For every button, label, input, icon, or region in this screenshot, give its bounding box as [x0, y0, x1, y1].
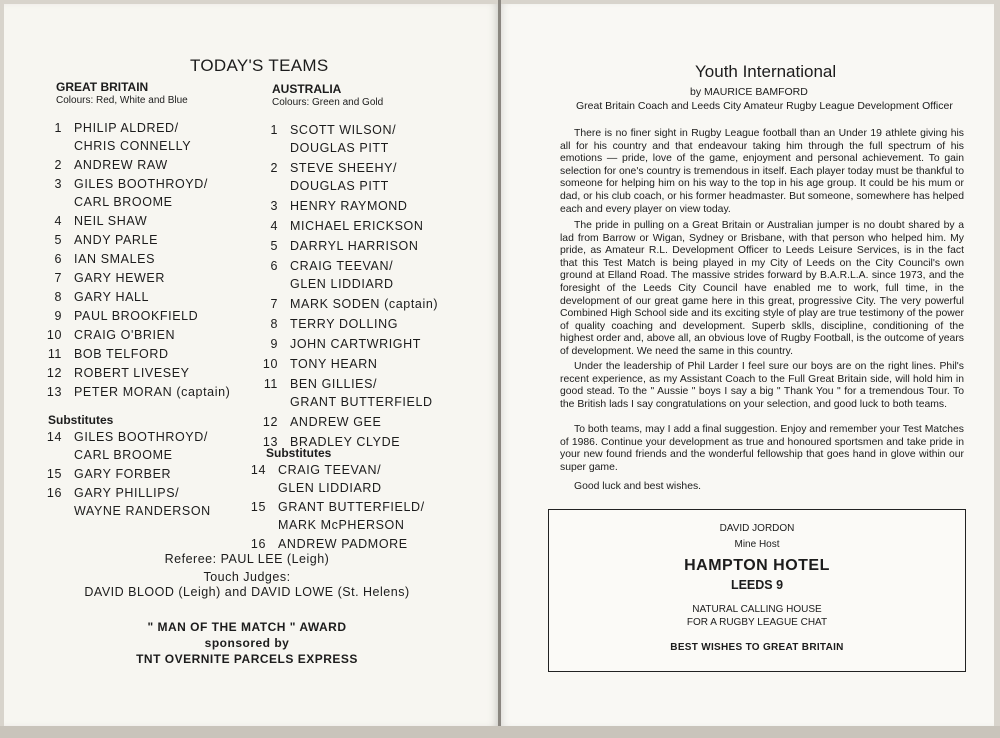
player-name-block [290, 295, 438, 313]
player-entry [256, 413, 381, 431]
player-name: GARY HALL [74, 290, 150, 304]
player-alternate-name: CARL BROOME [74, 448, 173, 462]
player-name: TONY HEARN [290, 357, 378, 371]
player-name-block [74, 484, 211, 520]
player-alternate-name: DOUGLAS PITT [290, 141, 389, 155]
player-name: ANDREW RAW [74, 158, 168, 172]
player-number: 6 [54, 252, 62, 266]
player-entry [40, 212, 147, 230]
player-name-block [74, 288, 149, 306]
player-name-block [290, 257, 394, 293]
player-number: 4 [270, 219, 278, 233]
player-name-block [74, 465, 171, 483]
gb-substitutes-heading: Substitutes [48, 413, 114, 427]
player-name: ROBERT LIVESEY [74, 366, 190, 380]
advert-hotel-city: LEEDS 9 [730, 578, 784, 592]
player-number: 3 [270, 199, 278, 213]
player-name-block [74, 231, 158, 249]
player-name-block [290, 413, 381, 431]
player-name: IAN SMALES [74, 252, 156, 266]
player-number: 16 [46, 486, 62, 500]
player-name: SCOTT WILSON/ [290, 123, 397, 137]
teams-title: TODAY'S TEAMS [190, 56, 329, 75]
player-name: GARY PHILLIPS/ [74, 486, 180, 500]
player-alternate-name: CARL BROOME [74, 195, 173, 209]
award-sponsor: TNT OVERNITE PARCELS EXPRESS [136, 652, 358, 666]
player-name: MICHAEL ERICKSON [290, 219, 424, 233]
touch-judges: DAVID BLOOD (Leigh) and DAVID LOWE (St. Helens) [84, 585, 410, 599]
player-name-block [278, 535, 408, 553]
touch-judges-heading: Touch Judges: [203, 570, 291, 584]
player-number: 12 [46, 366, 62, 380]
player-entry [256, 159, 397, 195]
player-entry [256, 237, 418, 255]
player-number: 11 [47, 347, 62, 361]
player-name: ANDY PARLE [74, 233, 159, 247]
award-sponsored-by: sponsored by [204, 636, 290, 650]
player-number: 10 [262, 357, 278, 371]
player-number: 4 [54, 214, 62, 228]
player-entry [40, 345, 169, 363]
player-entry [256, 375, 433, 411]
player-entry [40, 119, 191, 155]
article-paragraph: Under the leadership of Phil Larder I feel sure our boys are on the right lines. Phil's recent experience, as my Assistant Coach to the Full Great Britain side, will hold him in good stead. To the " Aussie " boys I say a big " Thank You " for a tremendous Tour. To the British lads I say congratulations on your selection, and good luck to both teams. [560, 361, 964, 410]
player-name: CRAIG TEEVAN/ [278, 463, 382, 477]
player-number: 7 [54, 271, 62, 285]
aus-colours: Colours: Green and Gold [272, 97, 384, 108]
player-name: ANDREW PADMORE [278, 537, 408, 551]
player-number: 8 [270, 317, 278, 331]
player-number: 8 [54, 290, 62, 304]
hotel-advert [548, 509, 966, 672]
advert-host-title: Mine Host [734, 539, 780, 550]
player-name: BEN GILLIES/ [290, 377, 378, 391]
advert-tagline-2: FOR A RUGBY LEAGUE CHAT [686, 617, 828, 628]
player-number: 2 [54, 158, 62, 172]
player-entry [40, 156, 168, 174]
player-name-block [278, 498, 425, 534]
player-number: 14 [46, 430, 62, 444]
player-name: PHILIP ALDRED/ [74, 121, 179, 135]
player-entry [244, 535, 408, 553]
player-alternate-name: GRANT BUTTERFIELD [290, 395, 433, 409]
player-number: 7 [270, 297, 278, 311]
player-number: 14 [250, 463, 266, 477]
player-name: CRAIG TEEVAN/ [290, 259, 394, 273]
player-name: MARK SODEN (captain) [290, 297, 439, 311]
page-spine [498, 0, 501, 738]
award-title: " MAN OF THE MATCH " AWARD [147, 620, 347, 634]
player-entry [40, 288, 149, 306]
player-name: GRANT BUTTERFIELD/ [278, 500, 425, 514]
player-name: BRADLEY CLYDE [290, 435, 401, 449]
player-number: 15 [46, 467, 62, 481]
player-alternate-name: WAYNE RANDERSON [74, 504, 211, 518]
player-name-block [74, 119, 191, 155]
player-name: TERRY DOLLING [290, 317, 399, 331]
player-alternate-name: GLEN LIDDIARD [290, 277, 394, 291]
player-number: 5 [54, 233, 62, 247]
player-number: 1 [54, 121, 62, 135]
player-entry [256, 335, 421, 353]
player-number: 13 [46, 385, 62, 399]
player-name-block [290, 237, 418, 255]
player-alternate-name: CHRIS CONNELLY [74, 139, 192, 153]
player-name: ANDREW GEE [290, 415, 382, 429]
player-entry [40, 250, 155, 268]
player-number: 9 [54, 309, 62, 323]
player-number: 5 [270, 239, 278, 253]
player-entry [244, 461, 382, 497]
article-paragraph: There is no finer sight in Rugby League football than an Under 19 athlete giving his all for his country and that endeavour taking him through the full spectrum of his emotions — pride, love of the game, enjoyment and personal achievement. To gain selection for one's country is tremendous in itself. Each player today must be thankful to someone for helping him on his way to the top in his age group. It could be his mum or dad, or his club coach, or his former headmaster. But someone, somewhere has helped each and every player on view today. [560, 128, 964, 215]
player-name-block [74, 212, 147, 230]
player-name-block [74, 345, 169, 363]
player-name-block [74, 326, 175, 344]
player-name-block [74, 156, 168, 174]
player-entry [256, 197, 408, 215]
player-entry [40, 269, 165, 287]
player-name-block [290, 355, 378, 373]
player-name-block [74, 175, 208, 211]
player-entry [256, 121, 396, 157]
player-alternate-name: GLEN LIDDIARD [278, 481, 382, 495]
player-alternate-name: DOUGLAS PITT [290, 179, 389, 193]
player-name-block [74, 307, 198, 325]
player-number: 15 [250, 500, 266, 514]
player-name-block [74, 364, 190, 382]
player-entry [256, 315, 398, 333]
player-name-block [290, 217, 423, 235]
player-entry [40, 364, 190, 382]
player-name: GILES BOOTHROYD/ [74, 177, 208, 191]
player-number: 2 [270, 161, 278, 175]
advert-hotel-name: HAMPTON HOTEL [684, 557, 830, 574]
player-entry [40, 383, 230, 401]
advert-best-wishes: BEST WISHES TO GREAT BRITAIN [670, 642, 844, 653]
player-name-block [290, 335, 421, 353]
article-signoff: Good luck and best wishes. [574, 481, 702, 492]
player-name-block [290, 315, 398, 333]
player-name: PAUL BROOKFIELD [74, 309, 199, 323]
aus-substitutes-heading: Substitutes [266, 446, 332, 460]
player-name: NEIL SHAW [74, 214, 148, 228]
player-name-block [278, 461, 382, 497]
player-name: GILES BOOTHROYD/ [74, 430, 208, 444]
player-name: CRAIG O'BRIEN [74, 328, 176, 342]
player-number: 16 [250, 537, 266, 551]
player-entry [244, 498, 425, 534]
article-paragraph: To both teams, may I add a final suggestion. Enjoy and remember your Test Matches of 1986. Continue your development as true and honoured sportsmen and take pride in your new found friends and the wonderful fellowship that goes hand in glove within our super game. [560, 424, 964, 473]
player-name-block [74, 250, 155, 268]
page-bottom-edge [0, 726, 1000, 738]
player-name-block [290, 159, 397, 195]
player-name: PETER MORAN (captain) [74, 385, 231, 399]
player-number: 13 [262, 435, 278, 449]
advert-host-name: DAVID JORDON [719, 523, 795, 534]
player-name: GARY FORBER [74, 467, 172, 481]
advert-tagline-1: NATURAL CALLING HOUSE [692, 604, 822, 615]
player-name: GARY HEWER [74, 271, 165, 285]
player-entry [256, 295, 438, 313]
player-name-block [290, 375, 433, 411]
article-paragraph: The pride in pulling on a Great Britain or Australian jumper is no doubt shared by a lad from Barrow or Wigan, Sydney or Brisbane, with that person who helped him. My pride, as Amateur R.L. Development Officer to Leeds Leisure Services, is in the fact that this Test Match is being played in my City of Leeds on the City Council's own ground at Elland Road. The massive strides forward by B.A.R.L.A. since 1973, and the foresight of the Leeds City Council have enabled me to work, full time, in the development of our great game here in this great, progressive City. The very powerful Combined High School side and its exciting style of play are true testimony of the power of quality coaching and development. Superb sklls, discipline, conditioning of the highest order and, above all, an obvious love of Rugby Football, is the outcome of years of development. We need the same in this country. [560, 220, 964, 357]
player-entry [40, 465, 171, 483]
player-entry [40, 307, 198, 325]
player-name-block [74, 383, 230, 401]
gb-colours: Colours: Red, White and Blue [56, 95, 188, 106]
player-name-block [290, 121, 396, 157]
player-name-block [74, 428, 208, 464]
player-name: BOB TELFORD [74, 347, 169, 361]
player-entry [40, 326, 175, 344]
article-byline: by MAURICE BAMFORD [690, 86, 808, 98]
player-entry [40, 428, 208, 464]
player-entry [256, 257, 394, 293]
referee: Referee: PAUL LEE (Leigh) [164, 552, 330, 566]
player-alternate-name: MARK McPHERSON [278, 518, 405, 532]
player-entry [40, 231, 158, 249]
player-name: STEVE SHEEHY/ [290, 161, 398, 175]
player-number: 12 [262, 415, 278, 429]
player-name: JOHN CARTWRIGHT [290, 337, 421, 351]
gb-team-heading: GREAT BRITAIN [56, 80, 149, 94]
player-name: HENRY RAYMOND [290, 199, 408, 213]
player-number: 1 [270, 123, 278, 137]
player-number: 6 [270, 259, 278, 273]
player-entry [40, 175, 208, 211]
player-number: 11 [263, 377, 278, 391]
player-entry [256, 355, 378, 373]
player-name-block [74, 269, 165, 287]
player-name-block [290, 197, 408, 215]
player-number: 9 [270, 337, 278, 351]
player-name: DARRYL HARRISON [290, 239, 419, 253]
player-number: 10 [46, 328, 62, 342]
player-entry [256, 217, 423, 235]
player-entry [40, 484, 211, 520]
article-title: Youth International [695, 62, 837, 81]
article-author-role: Great Britain Coach and Leeds City Amateur Rugby League Development Officer [576, 100, 953, 112]
aus-team-heading: AUSTRALIA [272, 82, 342, 96]
player-number: 3 [54, 177, 62, 191]
